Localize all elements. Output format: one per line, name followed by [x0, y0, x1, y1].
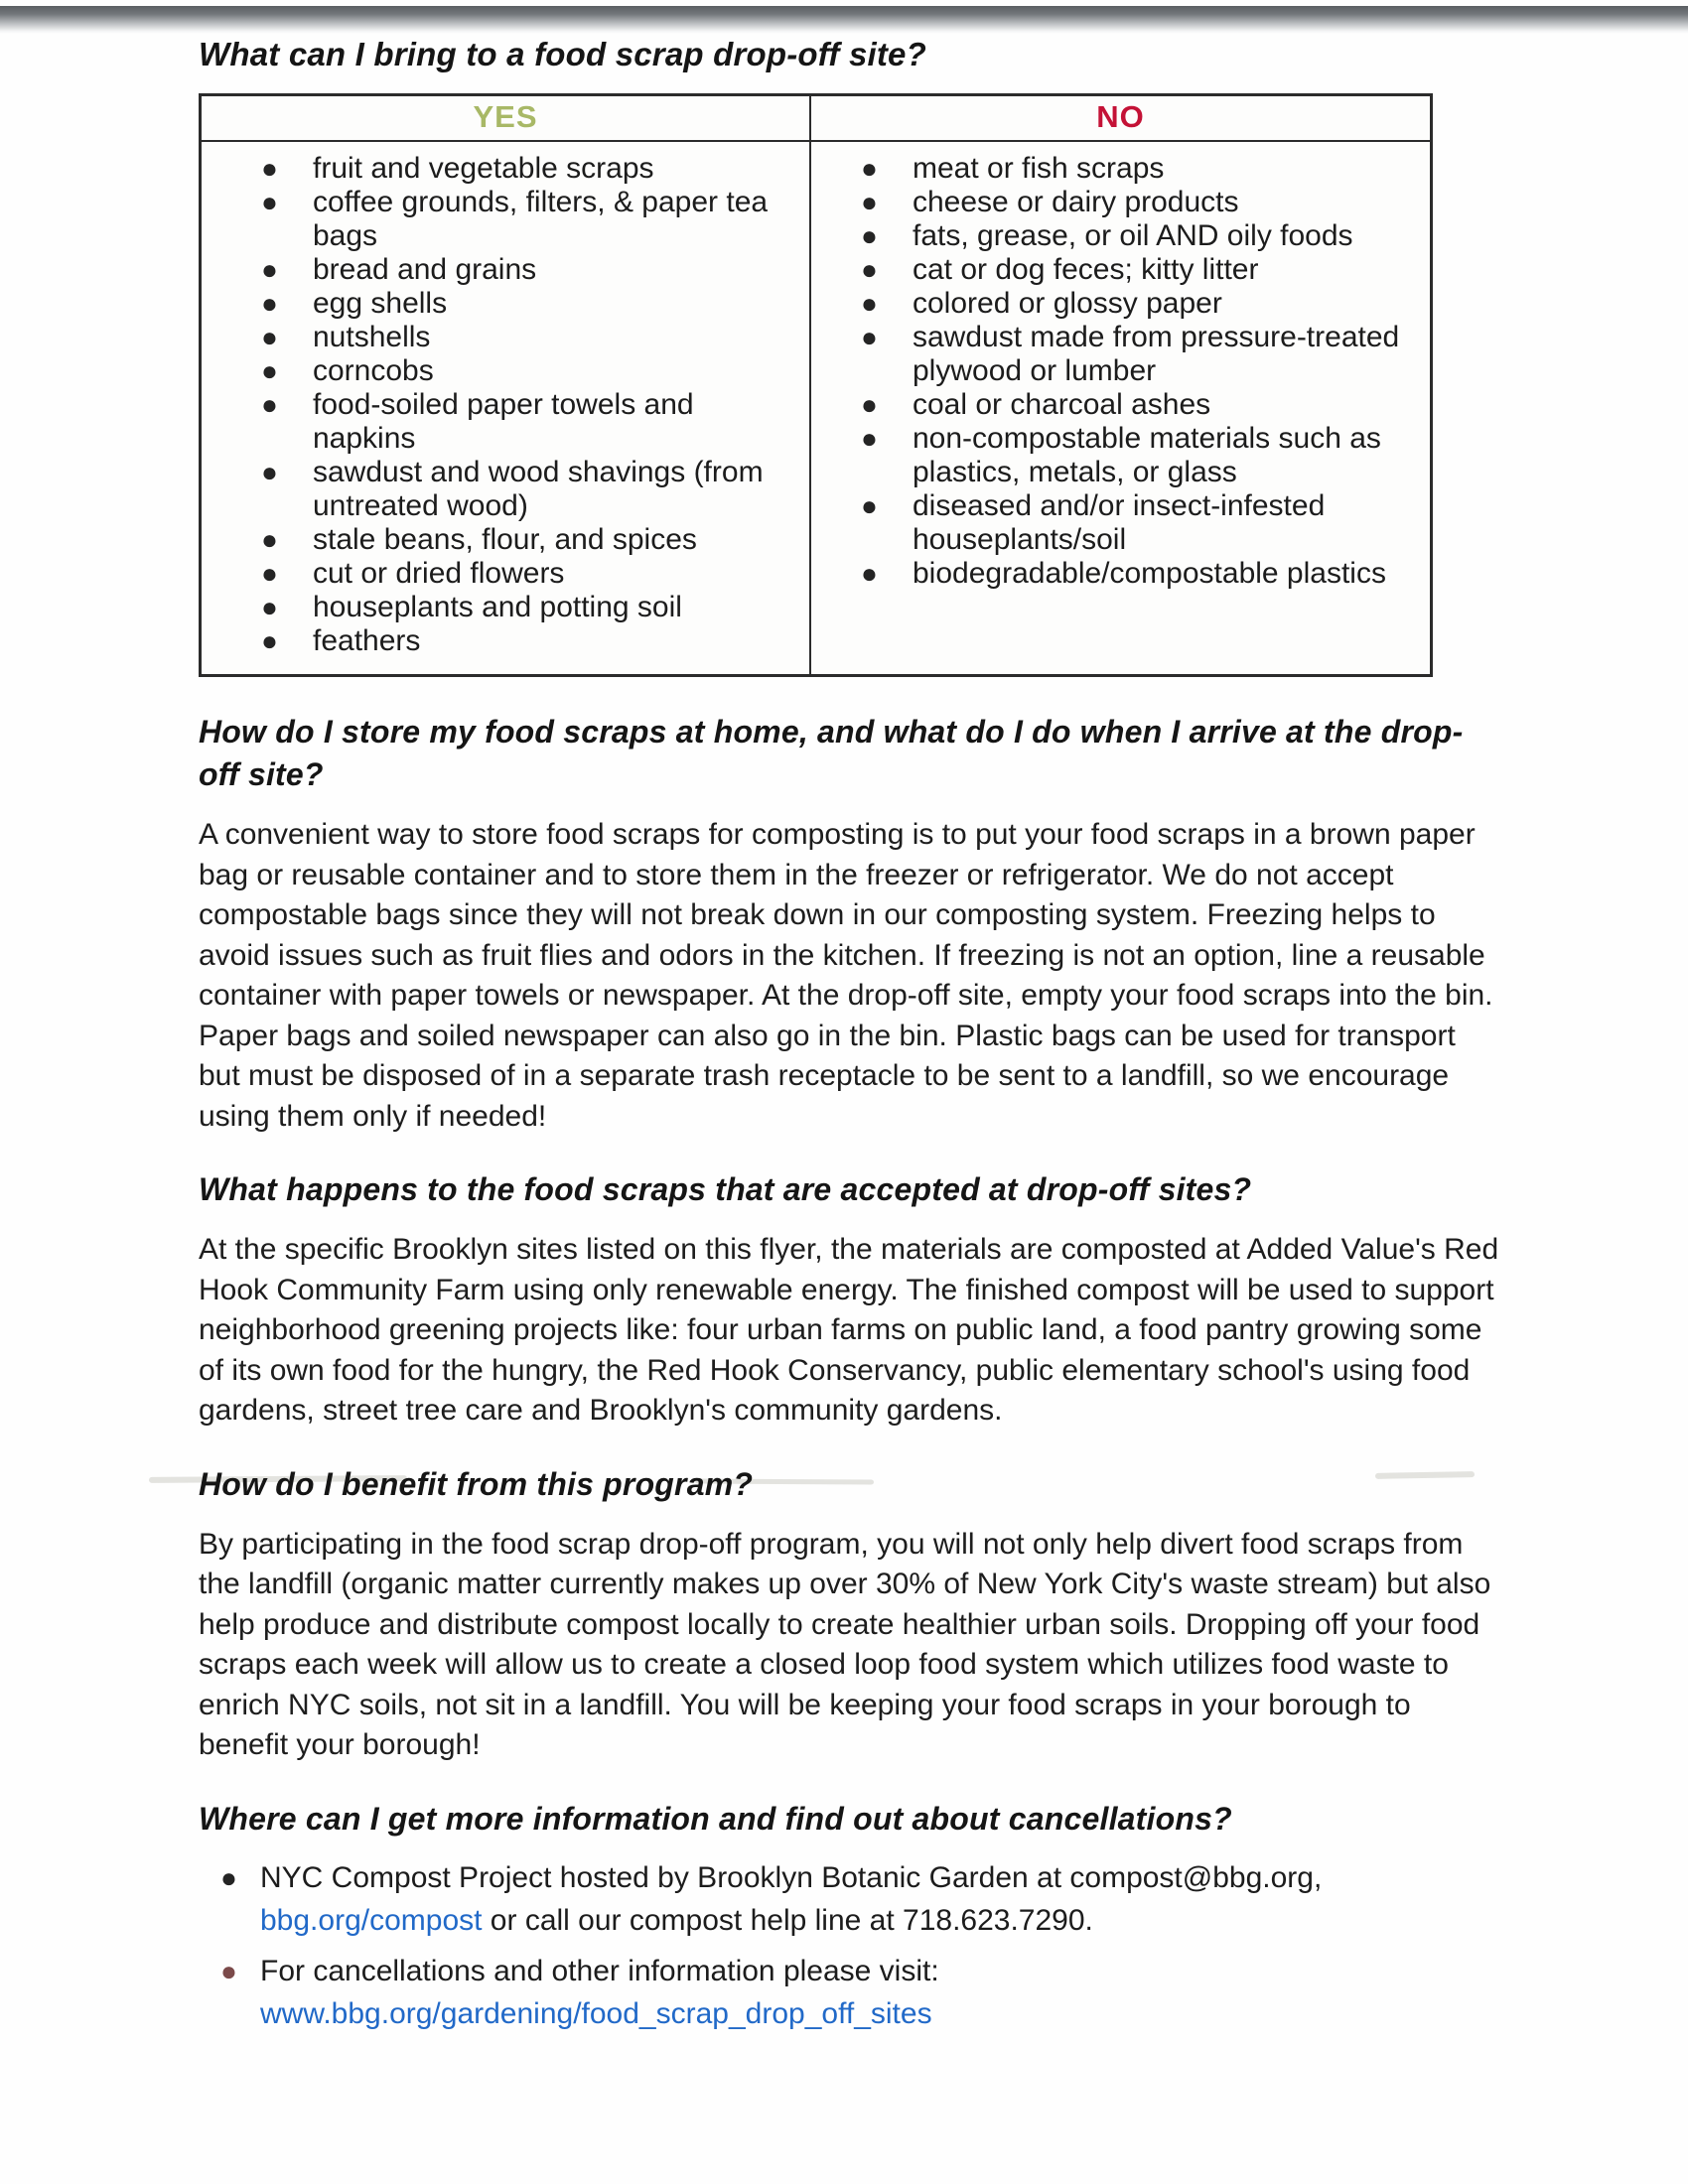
no-column-header: NO	[810, 95, 1432, 142]
bullet-icon: ●	[861, 187, 878, 217]
bullet-icon: ●	[861, 153, 878, 184]
yes-list-item: ● nutshells	[261, 321, 431, 353]
bbg-compost-link[interactable]: bbg.org/compost	[260, 1903, 483, 1937]
page-title: What can I bring to a food scrap drop-off site?	[199, 36, 926, 72]
heading-more-info: Where can I get more information and find out about cancellations?	[199, 1800, 1232, 1837]
no-list-item: ● cheese or dairy products	[861, 186, 1239, 218]
bullet-icon: ●	[861, 220, 878, 251]
yes-list-item: ● coffee grounds, filters, & paper tea bags	[261, 186, 769, 252]
info-bullet-list	[199, 1856, 1489, 2035]
heading-what-happens: What happens to the food scraps that are accepted at drop-off sites?	[199, 1171, 1252, 1207]
bullet-icon: ●	[861, 490, 878, 521]
no-list-item: ● sawdust made from pressure-treated plywood or lumber	[861, 321, 1400, 387]
info-text-after-link: or call our compost help line at 718.623.7290.	[482, 1903, 1093, 1937]
paragraph-what-happens: At the specific Brooklyn sites listed on this flyer, the materials are composted at Added Value's Red Hook Community Farm using only renewable energy. The finished compost will be used to support neighborhood greening projects like: four urban farms on public land, a food pantry growing some of its own food for the hungry, the Red Hook Conservancy, public elementary school's using food gardens, street tree care and Brooklyn's community gardens.	[199, 1233, 1499, 1427]
info-item-cancellations	[199, 1950, 1489, 2035]
yes-list-item: ● feathers	[261, 624, 421, 657]
no-list-item: ● biodegradable/compostable plastics	[861, 557, 1386, 590]
yes-list-item: ● stale beans, flour, and spices	[261, 523, 697, 556]
paragraph-benefit: By participating in the food scrap drop-off program, you will not only help divert food scraps from the landfill (organic matter currently makes up over 30% of New York City's waste stream) but also help produce and distribute compost locally to create healthier urban soils. Dropping off your food scraps each week will allow us to create a closed loop food system which utilizes food waste to enrich NYC soils, not sit in a landfill. You will be keeping your food scraps in your borough to benefit your borough!	[199, 1527, 1491, 1761]
info-text-before-link: NYC Compost Project hosted by Brooklyn Botanic Garden at compost@bbg.org,	[260, 1860, 1323, 1894]
yes-column-header: YES	[201, 95, 811, 142]
no-list-item: ● coal or charcoal ashes	[861, 388, 1211, 421]
no-list-item: ● cat or dog feces; kitty litter	[861, 253, 1259, 286]
food-scrap-sites-link[interactable]: www.bbg.org/gardening/food_scrap_drop_off_sites	[260, 1996, 932, 2030]
bullet-icon: ●	[261, 187, 278, 217]
yes-list-item: ● egg shells	[261, 287, 448, 320]
bullet-icon: ●	[861, 288, 878, 319]
bullet-icon: ●	[220, 1955, 237, 1986]
bullet-icon: ●	[220, 1861, 237, 1893]
heading-storage: How do I store my food scraps at home, and what do I do when I arrive at the drop-off site?	[199, 714, 1464, 792]
bullet-icon: ●	[261, 153, 278, 184]
bullet-icon: ●	[261, 389, 278, 420]
bullet-icon: ●	[861, 558, 878, 589]
bullet-icon: ●	[261, 322, 278, 352]
no-items-cell	[810, 141, 1432, 676]
yes-no-table	[199, 93, 1433, 677]
bullet-icon: ●	[261, 625, 278, 656]
bullet-icon: ●	[261, 288, 278, 319]
bullet-icon: ●	[861, 423, 878, 454]
bullet-icon: ●	[261, 457, 278, 487]
info-item-compost-project	[199, 1856, 1489, 1942]
no-list-item: ● colored or glossy paper	[861, 287, 1222, 320]
document-content	[199, 30, 1499, 2043]
yes-list-item: ● food-soiled paper towels and napkins	[261, 388, 694, 455]
no-list-item: ● meat or fish scraps	[861, 152, 1165, 185]
paragraph-storage: A convenient way to store food scraps for composting is to put your food scraps in a brown paper bag or reusable container and to store them in the freezer or refrigerator. We do not accept compostable bags since they will not break down in our composting system. Freezing helps to avoid issues such as fruit flies and odors in the kitchen. If freezing is not an option, line a reusable container with paper towels or newspaper. At the drop-off site, empty your food scraps into the bin. Paper bags and soiled newspaper can also go in the bin. Plastic bags can be used for transport but must be disposed of in a separate trash receptacle to be sent to a landfill, so we encourage using them only if needed!	[199, 818, 1493, 1133]
bullet-icon: ●	[861, 389, 878, 420]
table-header-row	[201, 95, 1432, 142]
info-item-text	[260, 1950, 1382, 2035]
info-item-text	[260, 1856, 1382, 1942]
yes-items-cell	[201, 141, 811, 676]
yes-list-item: ● fruit and vegetable scraps	[261, 152, 654, 185]
no-list-item: ● non-compostable materials such as plastics, metals, or glass	[861, 422, 1381, 488]
bullet-icon: ●	[861, 254, 878, 285]
bullet-icon: ●	[261, 558, 278, 589]
yes-list-item: ● bread and grains	[261, 253, 537, 286]
yes-list-item: ● corncobs	[261, 354, 434, 387]
yes-items-list	[261, 152, 791, 658]
no-list-item: ● fats, grease, or oil AND oily foods	[861, 219, 1353, 252]
yes-list-item: ● cut or dried flowers	[261, 557, 565, 590]
bullet-icon: ●	[261, 355, 278, 386]
bullet-icon: ●	[261, 592, 278, 622]
no-list-item: ● diseased and/or insect-infested houseplants/soil	[861, 489, 1326, 556]
heading-benefit: How do I benefit from this program?	[199, 1465, 754, 1502]
yes-list-item: ● houseplants and potting soil	[261, 591, 682, 623]
no-items-list	[861, 152, 1412, 591]
bullet-icon: ●	[861, 322, 878, 352]
table-body-row	[201, 141, 1432, 676]
bullet-icon: ●	[261, 254, 278, 285]
bullet-icon: ●	[261, 524, 278, 555]
cancellations-text: For cancellations and other information please visit:	[260, 1954, 939, 1987]
yes-list-item: ● sawdust and wood shavings (from untreated wood)	[261, 456, 764, 522]
